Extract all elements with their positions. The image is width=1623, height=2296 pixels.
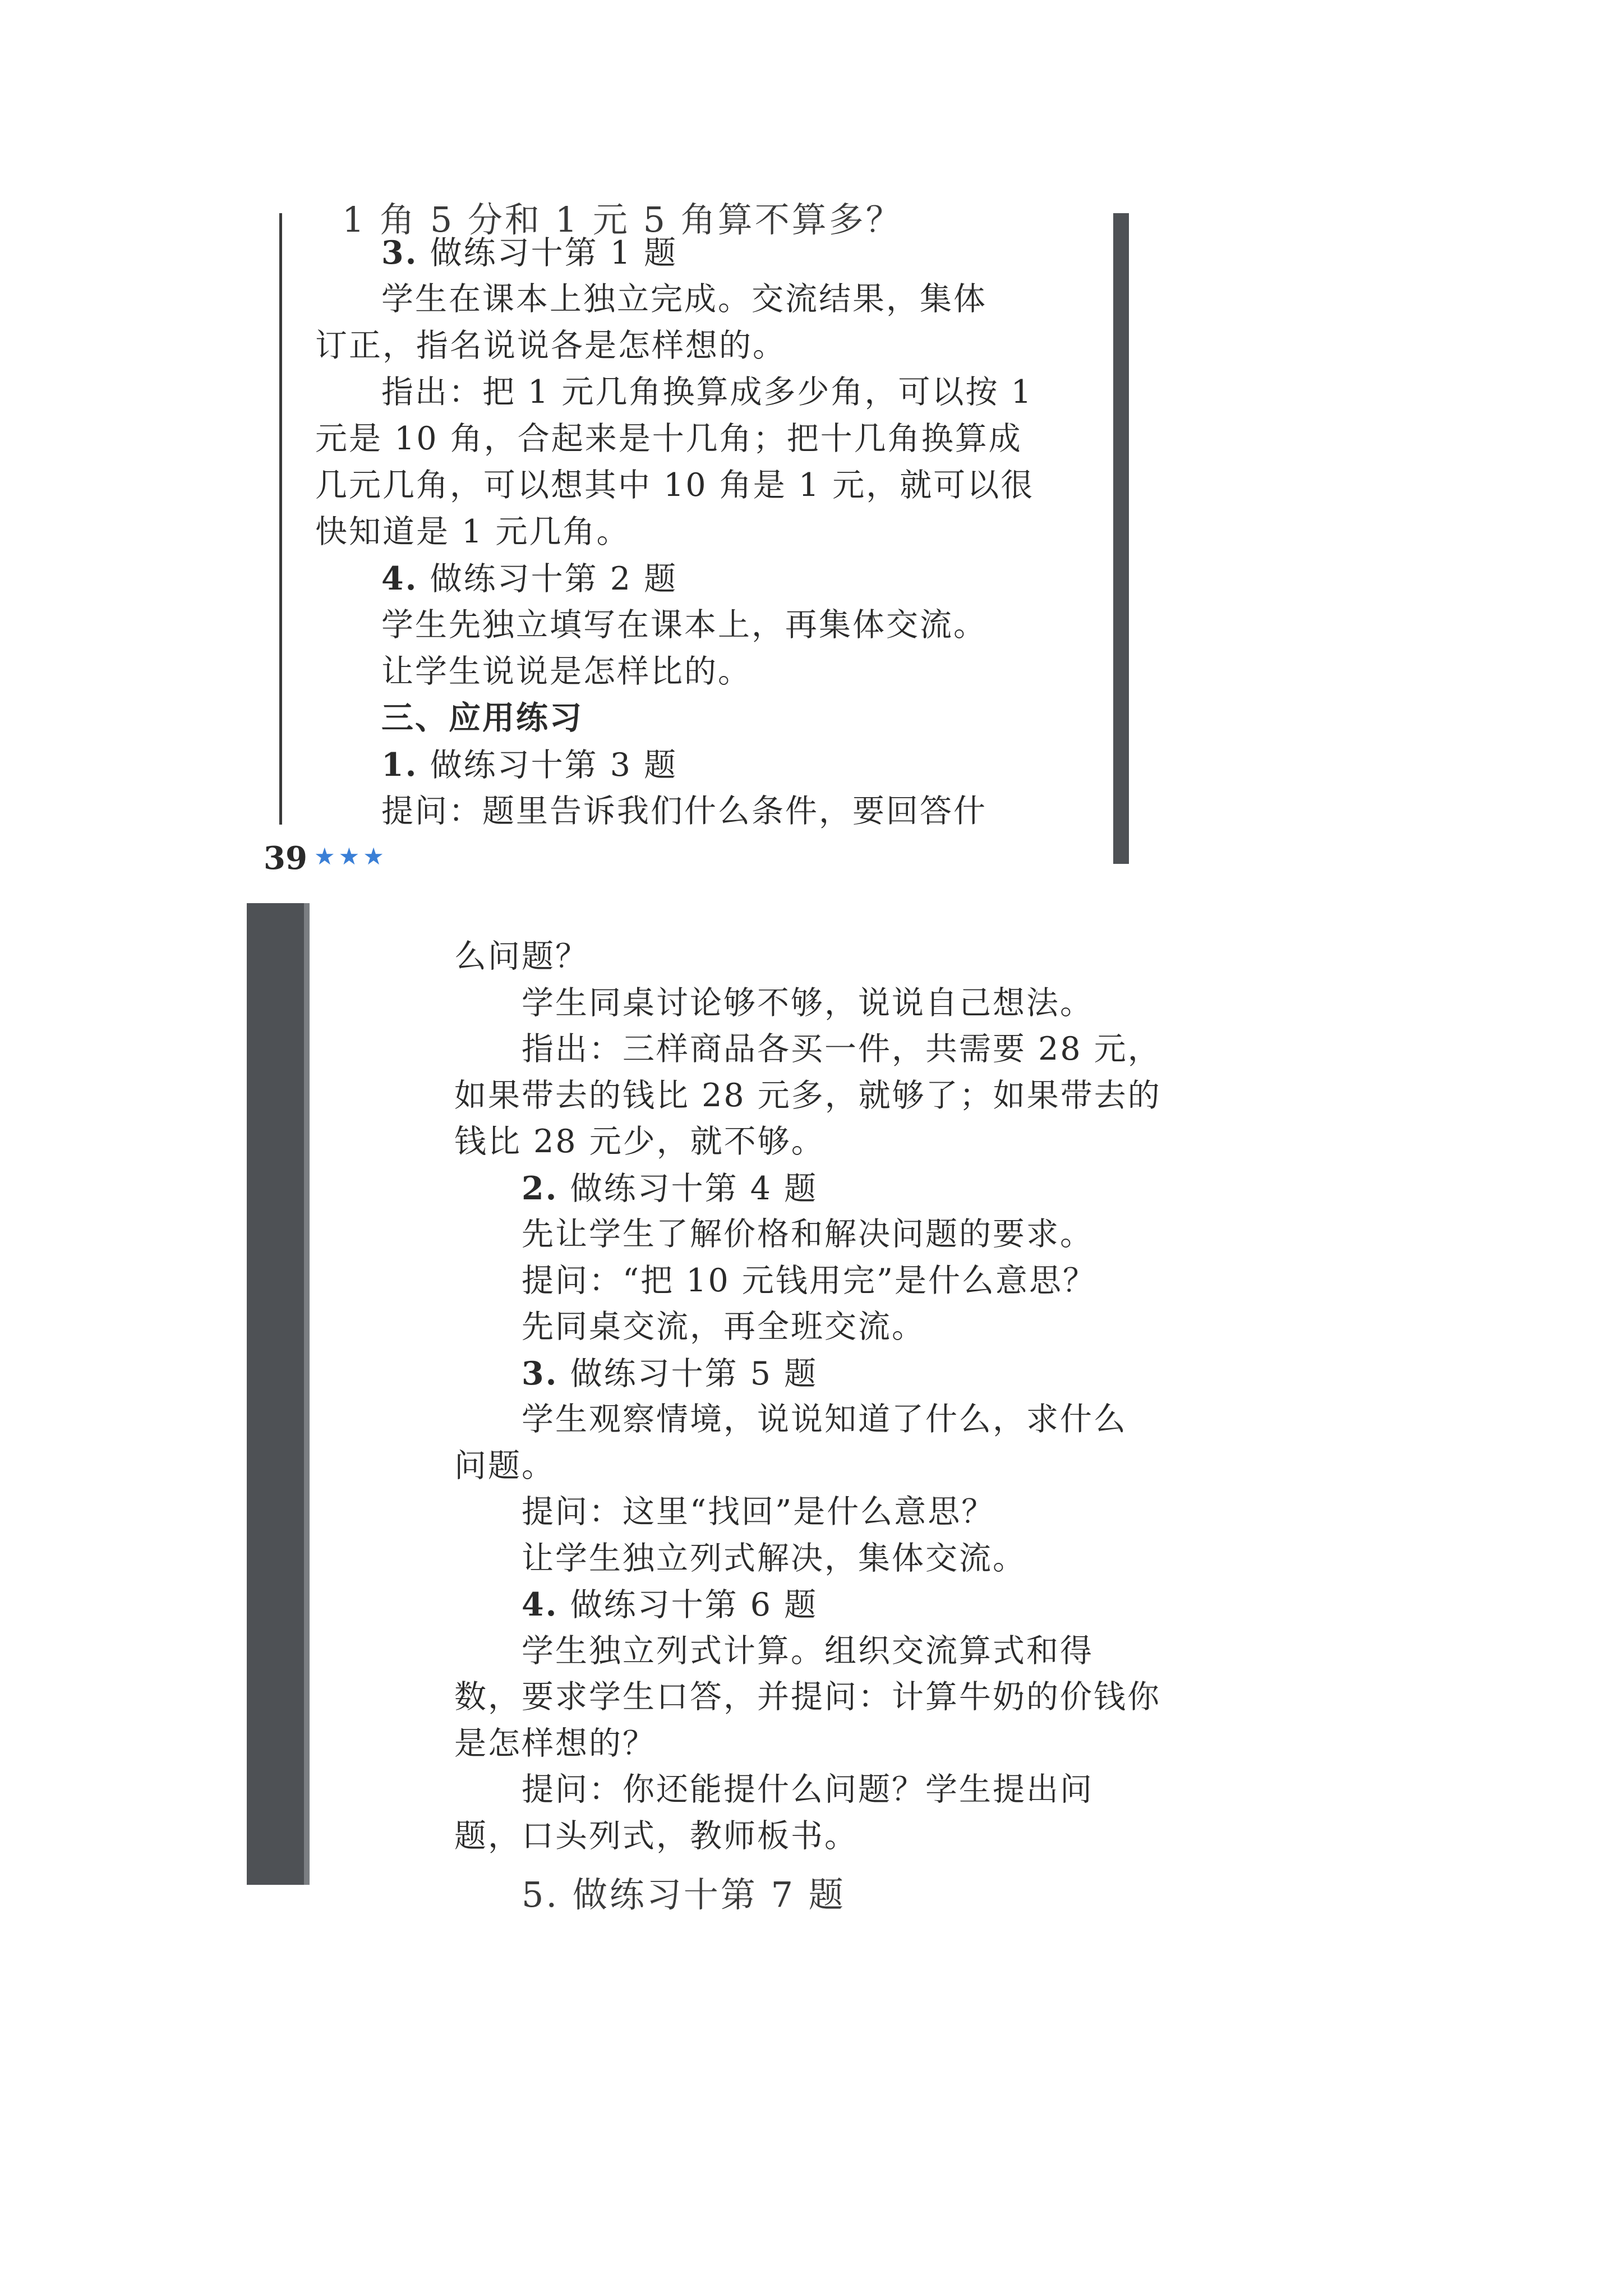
text-line (454, 1076, 1161, 1114)
text-line (315, 420, 1022, 457)
line-text: 提问：你还能提什么问题？学生提出问 (522, 1771, 1094, 1808)
exercise-item-heading (381, 560, 678, 597)
star-decoration: ★★★ (314, 843, 388, 870)
line-text: 让学生说说是怎样比的。 (381, 653, 751, 690)
text-line (381, 653, 751, 690)
line-text: 三、应用练习 (381, 700, 583, 737)
line-text: 做练习十第 6 题 (558, 1586, 818, 1623)
text-line (381, 606, 987, 643)
line-text: 提问：这里“找回”是什么意思？ (522, 1493, 995, 1530)
text-line (522, 1262, 1097, 1299)
text-line (381, 793, 987, 830)
text-line (522, 1216, 1094, 1253)
line-text: 几元几角，可以想其中 10 角是 1 元，就可以很 (315, 467, 1035, 504)
text-line (522, 984, 1094, 1022)
line-text: 做练习十第 3 题 (418, 747, 678, 784)
section-heading (381, 700, 583, 737)
bottom-page-scan (247, 903, 1161, 1915)
text-line (522, 1493, 995, 1530)
text-line (381, 280, 987, 318)
text-line (454, 938, 589, 975)
line-text: 做练习十第 4 题 (558, 1170, 818, 1207)
text-line (454, 1724, 656, 1762)
item-number: 2. (522, 1169, 559, 1207)
page-edge-gradient (304, 903, 310, 1885)
line-text: 先同桌交流，再全班交流。 (522, 1308, 925, 1345)
line-text: 先让学生了解价格和解决问题的要求。 (522, 1216, 1094, 1253)
exercise-item-heading (381, 234, 678, 272)
exercise-item-heading (522, 1354, 818, 1392)
item-number: 4. (381, 560, 418, 597)
item-number: 1. (381, 746, 418, 784)
text-line (315, 467, 1035, 504)
top-page-scan (236, 199, 1133, 877)
line-text: 钱比 28 元少，就不够。 (454, 1123, 825, 1160)
item-number: 3. (522, 1354, 559, 1392)
page-number: 39 (264, 840, 307, 877)
text-line (315, 513, 630, 550)
line-text: 让学生独立列式解决，集体交流。 (522, 1539, 1026, 1577)
line-text: 指出：把 1 元几角换算成多少角，可以按 1 (381, 374, 1033, 411)
line-text: 问题。 (454, 1447, 555, 1484)
line-text: 做练习十第 1 题 (418, 234, 678, 272)
item-number: 3. (381, 234, 418, 272)
line-text: 元是 10 角，合起来是十几角；把十几角换算成 (315, 420, 1022, 457)
exercise-item-heading (522, 1586, 818, 1623)
line-text: 如果带去的钱比 28 元多，就够了；如果带去的 (454, 1076, 1161, 1114)
text-line (522, 1308, 925, 1345)
line-text: 快知道是 1 元几角。 (315, 513, 630, 550)
line-text: 订正，指名说说各是怎样想的。 (315, 327, 786, 364)
line-text: 学生独立列式计算。组织交流算式和得 (522, 1632, 1094, 1669)
line-text: 么问题？ (454, 938, 589, 975)
line-text: 学生在课本上独立完成。交流结果，集体 (381, 280, 987, 318)
line-text: 做练习十第 5 题 (558, 1355, 818, 1392)
text-line (381, 374, 1033, 411)
text-line (454, 1817, 858, 1855)
page-edge-shadow (1113, 213, 1129, 864)
line-text: 提问：“把 10 元钱用完”是什么意思？ (522, 1262, 1097, 1299)
line-text: 数，要求学生口答，并提问：计算牛奶的价钱你 (454, 1678, 1161, 1715)
margin-rule (279, 213, 282, 825)
text-line (522, 1632, 1094, 1669)
text-line (454, 1447, 555, 1484)
text-line (454, 1678, 1161, 1715)
cut-off-text-line: 5. 做练习十第 7 题 (522, 1874, 846, 1915)
line-text: 做练习十第 2 题 (418, 560, 678, 597)
line-text: 是怎样想的？ (454, 1724, 656, 1762)
line-text: 题，口头列式，教师板书。 (454, 1817, 858, 1855)
line-text: 学生观察情境，说说知道了什么，求什么 (522, 1401, 1127, 1438)
item-number: 4. (522, 1586, 559, 1623)
cut-off-text-line: 1 角 5 分和 1 元 5 角算不算多？ (342, 199, 903, 240)
line-text: 指出：三样商品各买一件，共需要 28 元， (522, 1030, 1161, 1068)
page-edge-shadow (247, 903, 304, 1885)
text-line (522, 1401, 1127, 1438)
text-line (454, 1123, 825, 1160)
exercise-item-heading (522, 1169, 818, 1207)
text-line (522, 1771, 1094, 1808)
line-text: 学生同桌讨论够不够，说说自己想法。 (522, 984, 1094, 1022)
text-line (522, 1030, 1161, 1068)
line-text: 提问：题里告诉我们什么条件，要回答什 (381, 793, 987, 830)
text-line (522, 1539, 1026, 1577)
text-line (315, 327, 786, 364)
exercise-item-heading (381, 746, 678, 784)
line-text: 学生先独立填写在课本上，再集体交流。 (381, 606, 987, 643)
